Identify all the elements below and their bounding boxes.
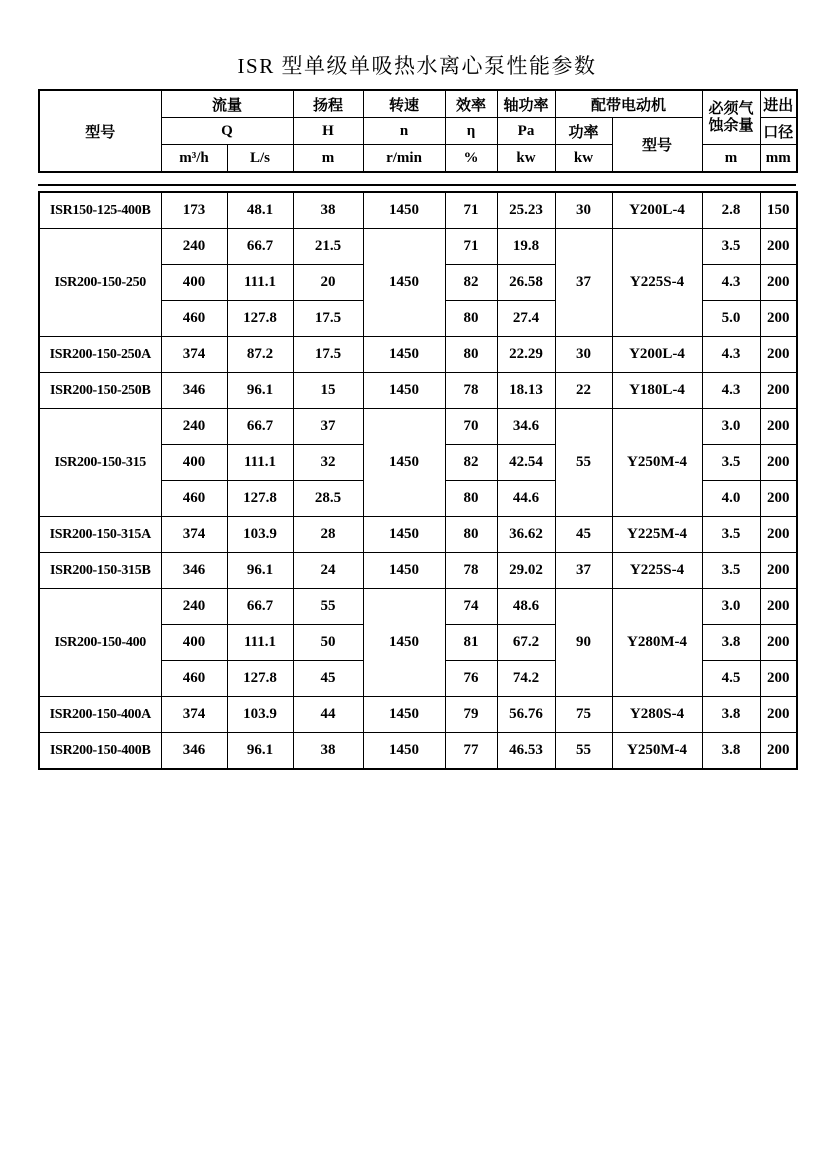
value-cell: 200	[760, 337, 797, 373]
value-cell: Y280S-4	[612, 697, 702, 733]
value-cell: 1450	[363, 192, 445, 229]
value-cell: 48.6	[497, 589, 555, 625]
value-cell: 32	[293, 445, 363, 481]
value-cell: 19.8	[497, 229, 555, 265]
value-cell: 3.5	[702, 553, 760, 589]
value-cell: 96.1	[227, 733, 293, 770]
value-cell: 77	[445, 733, 497, 770]
value-cell: 3.0	[702, 589, 760, 625]
table-row	[39, 192, 797, 229]
table-row	[39, 697, 797, 733]
value-cell: 90	[555, 589, 612, 697]
value-cell: 55	[293, 589, 363, 625]
header-motor-label: 配带电动机	[555, 90, 702, 118]
value-cell: Y200L-4	[612, 192, 702, 229]
value-cell: 17.5	[293, 301, 363, 337]
data-table	[38, 191, 798, 770]
value-cell: 111.1	[227, 625, 293, 661]
value-cell: 20	[293, 265, 363, 301]
value-cell: 200	[760, 301, 797, 337]
value-cell: 22	[555, 373, 612, 409]
header-eff-symbol: η	[445, 118, 497, 145]
value-cell: 346	[161, 553, 227, 589]
value-cell: 3.8	[702, 733, 760, 770]
model-cell: ISR200-150-400B	[39, 733, 161, 770]
table-row	[39, 373, 797, 409]
value-cell: 200	[760, 589, 797, 625]
header-model: 型号	[39, 90, 161, 172]
value-cell: 26.58	[497, 265, 555, 301]
value-cell: 200	[760, 517, 797, 553]
value-cell: 55	[555, 409, 612, 517]
value-cell: 81	[445, 625, 497, 661]
value-cell: 45	[555, 517, 612, 553]
header-eff-unit: %	[445, 145, 497, 173]
value-cell: 1450	[363, 589, 445, 697]
value-cell: Y280M-4	[612, 589, 702, 697]
value-cell: 400	[161, 625, 227, 661]
header-motor-model-label: 型号	[612, 118, 702, 173]
value-cell: 15	[293, 373, 363, 409]
value-cell: Y225S-4	[612, 229, 702, 337]
value-cell: 21.5	[293, 229, 363, 265]
value-cell: 56.76	[497, 697, 555, 733]
value-cell: 374	[161, 517, 227, 553]
value-cell: 45	[293, 661, 363, 697]
header-port-line2: 口径	[760, 118, 797, 145]
value-cell: 36.62	[497, 517, 555, 553]
value-cell: 1450	[363, 697, 445, 733]
value-cell: Y225M-4	[612, 517, 702, 553]
value-cell: 103.9	[227, 517, 293, 553]
value-cell: 400	[161, 265, 227, 301]
value-cell: 66.7	[227, 409, 293, 445]
header-shaft-power-symbol: Pa	[497, 118, 555, 145]
value-cell: 80	[445, 517, 497, 553]
value-cell: 200	[760, 625, 797, 661]
value-cell: 96.1	[227, 373, 293, 409]
header-flow-unit-1: m³/h	[161, 145, 227, 173]
model-cell: ISR200-150-250B	[39, 373, 161, 409]
value-cell: 4.0	[702, 481, 760, 517]
value-cell: 200	[760, 661, 797, 697]
value-cell: 374	[161, 697, 227, 733]
table-row	[39, 229, 797, 265]
table-row	[39, 517, 797, 553]
value-cell: 29.02	[497, 553, 555, 589]
value-cell: 1450	[363, 733, 445, 770]
value-cell: 66.7	[227, 229, 293, 265]
value-cell: 46.53	[497, 733, 555, 770]
value-cell: 346	[161, 373, 227, 409]
value-cell: 460	[161, 661, 227, 697]
value-cell: 1450	[363, 553, 445, 589]
value-cell: 3.0	[702, 409, 760, 445]
header-row-1	[39, 90, 797, 118]
value-cell: 1450	[363, 517, 445, 553]
header-speed-unit: r/min	[363, 145, 445, 173]
value-cell: 25.23	[497, 192, 555, 229]
value-cell: 37	[555, 553, 612, 589]
value-cell: 4.3	[702, 337, 760, 373]
header-flow-symbol: Q	[161, 118, 293, 145]
value-cell: 96.1	[227, 553, 293, 589]
value-cell: 200	[760, 481, 797, 517]
value-cell: 66.7	[227, 589, 293, 625]
header-head-label: 扬程	[293, 90, 363, 118]
value-cell: 460	[161, 481, 227, 517]
value-cell: 3.8	[702, 697, 760, 733]
value-cell: 3.5	[702, 229, 760, 265]
value-cell: 75	[555, 697, 612, 733]
header-port-line1: 进出	[760, 90, 797, 118]
header-shaft-power-unit: kw	[497, 145, 555, 173]
value-cell: 5.0	[702, 301, 760, 337]
model-cell: ISR150-125-400B	[39, 192, 161, 229]
value-cell: 200	[760, 409, 797, 445]
header-npsh-unit: m	[702, 145, 760, 173]
value-cell: 200	[760, 697, 797, 733]
value-cell: 240	[161, 589, 227, 625]
value-cell: 27.4	[497, 301, 555, 337]
value-cell: 240	[161, 229, 227, 265]
body-rows	[39, 192, 797, 769]
value-cell: 103.9	[227, 697, 293, 733]
header-table	[38, 89, 798, 173]
value-cell: 71	[445, 192, 497, 229]
value-cell: 240	[161, 409, 227, 445]
value-cell: 200	[760, 733, 797, 770]
value-cell: 4.5	[702, 661, 760, 697]
value-cell: 374	[161, 337, 227, 373]
value-cell: 4.3	[702, 373, 760, 409]
value-cell: Y250M-4	[612, 409, 702, 517]
value-cell: Y180L-4	[612, 373, 702, 409]
model-cell: ISR200-150-250A	[39, 337, 161, 373]
header-eff-label: 效率	[445, 90, 497, 118]
table-top-rule	[38, 184, 796, 186]
value-cell: 28	[293, 517, 363, 553]
header-speed-symbol: n	[363, 118, 445, 145]
value-cell: 82	[445, 265, 497, 301]
header-head-unit: m	[293, 145, 363, 173]
model-cell: ISR200-150-250	[39, 229, 161, 337]
table-row	[39, 337, 797, 373]
value-cell: Y200L-4	[612, 337, 702, 373]
value-cell: 4.3	[702, 265, 760, 301]
value-cell: 70	[445, 409, 497, 445]
value-cell: 50	[293, 625, 363, 661]
value-cell: 1450	[363, 337, 445, 373]
value-cell: 37	[555, 229, 612, 337]
header-npsh-line2: 蚀余量	[708, 117, 754, 134]
model-cell: ISR200-150-315	[39, 409, 161, 517]
table-row	[39, 409, 797, 445]
value-cell: 55	[555, 733, 612, 770]
value-cell: Y225S-4	[612, 553, 702, 589]
value-cell: 42.54	[497, 445, 555, 481]
value-cell: 80	[445, 337, 497, 373]
header-flow-unit-2: L/s	[227, 145, 293, 173]
value-cell: 127.8	[227, 481, 293, 517]
value-cell: 200	[760, 265, 797, 301]
value-cell: 2.8	[702, 192, 760, 229]
value-cell: 3.5	[702, 445, 760, 481]
value-cell: 460	[161, 301, 227, 337]
value-cell: 80	[445, 301, 497, 337]
value-cell: 30	[555, 337, 612, 373]
value-cell: 22.29	[497, 337, 555, 373]
value-cell: 71	[445, 229, 497, 265]
value-cell: 18.13	[497, 373, 555, 409]
value-cell: 173	[161, 192, 227, 229]
header-npsh-label	[702, 90, 760, 145]
value-cell: 150	[760, 192, 797, 229]
header-shaft-power-label: 轴功率	[497, 90, 555, 118]
value-cell: 111.1	[227, 265, 293, 301]
value-cell: 48.1	[227, 192, 293, 229]
value-cell: 74.2	[497, 661, 555, 697]
value-cell: 38	[293, 733, 363, 770]
value-cell: 1450	[363, 373, 445, 409]
model-cell: ISR200-150-315A	[39, 517, 161, 553]
value-cell: 34.6	[497, 409, 555, 445]
value-cell: Y250M-4	[612, 733, 702, 770]
value-cell: 38	[293, 192, 363, 229]
value-cell: 82	[445, 445, 497, 481]
value-cell: 200	[760, 553, 797, 589]
value-cell: 28.5	[293, 481, 363, 517]
body-block	[38, 184, 796, 770]
value-cell: 30	[555, 192, 612, 229]
table-row	[39, 589, 797, 625]
value-cell: 1450	[363, 409, 445, 517]
value-cell: 400	[161, 445, 227, 481]
header-head-symbol: H	[293, 118, 363, 145]
model-cell: ISR200-150-400A	[39, 697, 161, 733]
value-cell: 44.6	[497, 481, 555, 517]
header-flow-label: 流量	[161, 90, 293, 118]
value-cell: 78	[445, 373, 497, 409]
header-motor-power-unit: kw	[555, 145, 612, 173]
value-cell: 200	[760, 373, 797, 409]
value-cell: 1450	[363, 229, 445, 337]
table-row	[39, 553, 797, 589]
header-npsh-line1: 必须气	[708, 100, 754, 117]
value-cell: 76	[445, 661, 497, 697]
value-cell: 17.5	[293, 337, 363, 373]
value-cell: 37	[293, 409, 363, 445]
value-cell: 127.8	[227, 661, 293, 697]
value-cell: 200	[760, 229, 797, 265]
value-cell: 3.8	[702, 625, 760, 661]
header-speed-label: 转速	[363, 90, 445, 118]
value-cell: 87.2	[227, 337, 293, 373]
page-title: ISR 型单级单吸热水离心泵性能参数	[237, 54, 597, 78]
value-cell: 3.5	[702, 517, 760, 553]
value-cell: 127.8	[227, 301, 293, 337]
value-cell: 67.2	[497, 625, 555, 661]
model-cell: ISR200-150-315B	[39, 553, 161, 589]
value-cell: 80	[445, 481, 497, 517]
header-port-unit: mm	[760, 145, 797, 173]
value-cell: 200	[760, 445, 797, 481]
value-cell: 44	[293, 697, 363, 733]
value-cell: 24	[293, 553, 363, 589]
value-cell: 79	[445, 697, 497, 733]
value-cell: 111.1	[227, 445, 293, 481]
value-cell: 78	[445, 553, 497, 589]
value-cell: 74	[445, 589, 497, 625]
header-motor-power-label: 功率	[555, 118, 612, 145]
table-row	[39, 733, 797, 770]
value-cell: 346	[161, 733, 227, 770]
model-cell: ISR200-150-400	[39, 589, 161, 697]
